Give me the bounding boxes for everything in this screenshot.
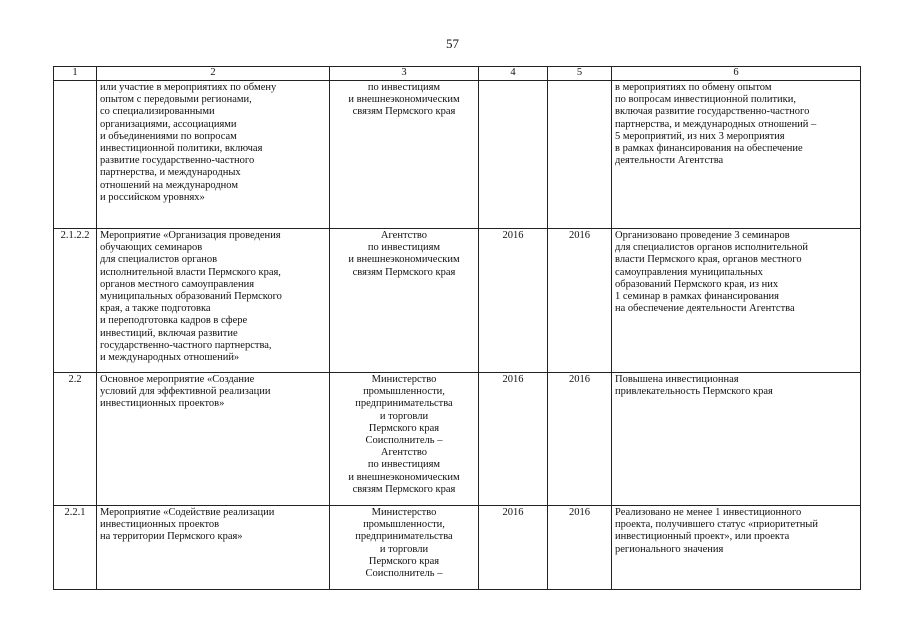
column-header: 2 [97, 67, 330, 81]
column-header: 3 [330, 67, 479, 81]
item-result: Организовано проведение 3 семинаров для специалистов органов исполнительной власти Пермского края, органов местного самоуправления муниципальных образований Пермского края, из них 1 семинар в рамках финансирования на обеспечение деятельности Агентства [612, 229, 861, 373]
item-end-year: 2016 [548, 229, 612, 373]
item-start-year: 2016 [479, 506, 548, 590]
item-result: Реализовано не менее 1 инвестиционного проекта, получившего статус «приоритетный инвестиционный проект», или проекта регионального значения [612, 506, 861, 590]
column-header: 1 [54, 67, 97, 81]
item-start-year: 2016 [479, 229, 548, 373]
header-row [54, 67, 861, 81]
page-number: 57 [446, 36, 459, 51]
program-table [53, 66, 861, 590]
item-end-year: 2016 [548, 506, 612, 590]
item-result: в мероприятиях по обмену опытом по вопросам инвестиционной политики, включая развитие государственно-частного партнерства, и международных отношений – 5 мероприятий, из них 3 мероприятия в рамках финансирования на обеспечение деятельности Агентства [612, 81, 861, 229]
item-executor: по инвестициям и внешнеэкономическим связям Пермского края [330, 81, 479, 229]
item-executor: Агентство по инвестициям и внешнеэкономическим связям Пермского края [330, 229, 479, 373]
item-description: Мероприятие «Организация проведения обучающих семинаров для специалистов органов исполнительной власти Пермского края, органов местного самоуправления муниципальных образований Пермского края, а также подготовка и переподготовка кадров в сфере инвестиций, включая развитие государственно-частного партнерства, и международных отношений» [97, 229, 330, 373]
item-executor: Министерство промышленности, предпринимательства и торговли Пермского края Соисполнитель – Агентство по инвестициям и внешнеэкономическим связям Пермского края [330, 373, 479, 506]
item-executor: Министерство промышленности, предпринимательства и торговли Пермского края Соисполнитель – [330, 506, 479, 590]
table-row [54, 373, 861, 506]
column-header: 6 [612, 67, 861, 81]
column-header: 5 [548, 67, 612, 81]
item-number [54, 81, 97, 229]
item-start-year [479, 81, 548, 229]
item-number: 2.1.2.2 [54, 229, 97, 373]
item-number: 2.2.1 [54, 506, 97, 590]
column-header: 4 [479, 67, 548, 81]
table-row [54, 506, 861, 590]
item-start-year: 2016 [479, 373, 548, 506]
item-description: или участие в мероприятиях по обмену опытом с передовыми регионами, со специализированными организациями, ассоциациями и объединениями по вопросам инвестиционной политики, включая развитие государственно-частного партнерства, и международных отношений на международном и российском уровнях» [97, 81, 330, 229]
table-row [54, 229, 861, 373]
table-row [54, 81, 861, 229]
item-number: 2.2 [54, 373, 97, 506]
item-end-year [548, 81, 612, 229]
item-description: Мероприятие «Содействие реализации инвестиционных проектов на территории Пермского края» [97, 506, 330, 590]
item-result: Повышена инвестиционная привлекательность Пермского края [612, 373, 861, 506]
item-description: Основное мероприятие «Создание условий для эффективной реализации инвестиционных проектов» [97, 373, 330, 506]
item-end-year: 2016 [548, 373, 612, 506]
